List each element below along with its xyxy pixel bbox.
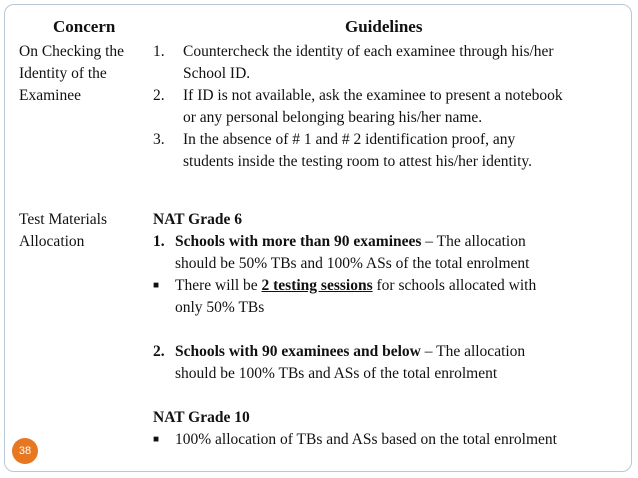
allocation-item-2 bbox=[153, 341, 623, 385]
guideline-item bbox=[153, 85, 623, 129]
grade6-title: NAT Grade 6 bbox=[153, 211, 242, 228]
item-number: 2. bbox=[153, 343, 165, 360]
square-bullet-icon: ■ bbox=[153, 280, 160, 291]
bullet-emphasis: 2 testing sessions bbox=[261, 277, 373, 294]
slide bbox=[4, 4, 632, 472]
guidelines-identity bbox=[153, 41, 623, 173]
allocation-item-1 bbox=[153, 231, 623, 275]
item-text: In the absence of # 1 and # 2 identification proof, any bbox=[183, 131, 516, 148]
grade10-title: NAT Grade 10 bbox=[153, 409, 250, 426]
bullet-item-sessions bbox=[153, 275, 623, 319]
item-text: – The allocation bbox=[421, 233, 526, 250]
item-bold-text: Schools with more than 90 examinees bbox=[175, 233, 422, 250]
concern-line: On Checking the bbox=[19, 43, 125, 60]
concern-line: Test Materials bbox=[19, 211, 108, 228]
item-text: Countercheck the identity of each examinee through his/her bbox=[183, 43, 554, 60]
guidelines-allocation bbox=[153, 209, 623, 451]
bullet-text: only 50% TBs bbox=[175, 299, 265, 316]
bullet-item-grade10 bbox=[153, 429, 623, 451]
item-number: 1. bbox=[153, 43, 165, 60]
item-text: students inside the testing room to attest his/her identity. bbox=[183, 153, 532, 170]
item-number: 1. bbox=[153, 233, 165, 250]
square-bullet-icon: ■ bbox=[153, 434, 160, 445]
item-text: or any personal belonging bearing his/her name. bbox=[183, 109, 483, 126]
item-bold-text: Schools with 90 examinees and below bbox=[175, 343, 421, 360]
guideline-item bbox=[153, 41, 623, 85]
bullet-text: 100% allocation of TBs and ASs based on the total enrolment bbox=[175, 431, 557, 448]
item-text: School ID. bbox=[183, 65, 251, 82]
item-text: – The allocation bbox=[420, 343, 526, 360]
item-text: should be 50% TBs and 100% ASs of the total enrolment bbox=[175, 255, 530, 272]
concern-header: Concern bbox=[53, 17, 116, 36]
item-number: 3. bbox=[153, 131, 165, 148]
guidelines-header: Guidelines bbox=[345, 17, 423, 36]
item-text: If ID is not available, ask the examinee to present a notebook bbox=[183, 87, 563, 104]
item-number: 2. bbox=[153, 87, 165, 104]
item-text: should be 100% TBs and ASs of the total enrolment bbox=[175, 365, 498, 382]
bullet-text: for schools allocated with bbox=[372, 277, 537, 294]
concern-identity bbox=[19, 41, 124, 107]
guideline-item bbox=[153, 129, 623, 173]
concern-allocation bbox=[19, 209, 107, 253]
page-number-badge: 38 bbox=[12, 438, 38, 464]
concern-line: Identity of the bbox=[19, 65, 107, 82]
concern-line: Allocation bbox=[19, 233, 85, 250]
concern-line: Examinee bbox=[19, 87, 81, 104]
bullet-text: There will be bbox=[175, 277, 262, 294]
